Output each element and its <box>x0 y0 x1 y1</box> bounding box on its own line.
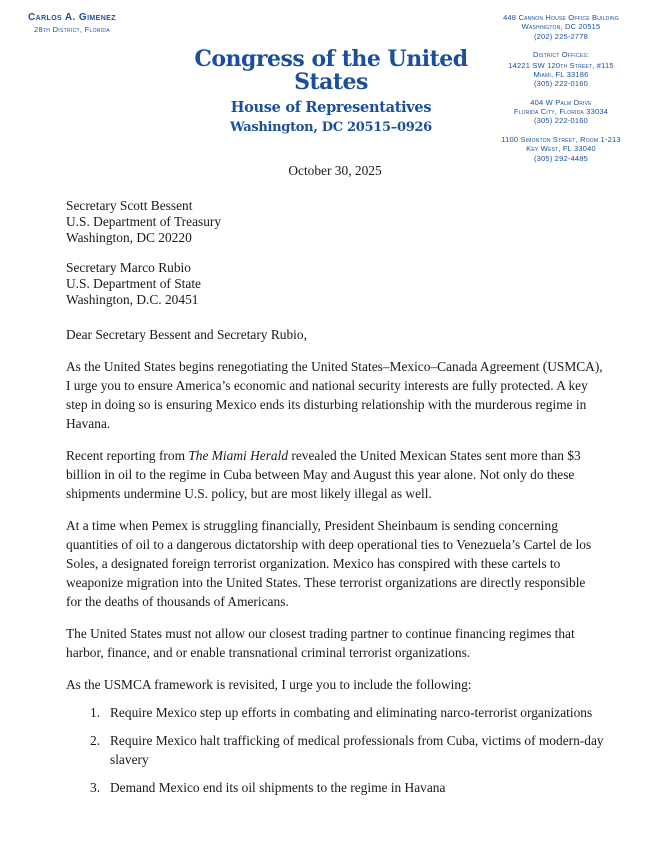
list-item <box>66 731 604 769</box>
recipient-line: Washington, D.C. 20451 <box>66 292 199 308</box>
address-line: (305) 222-0160 <box>533 79 589 89</box>
list-item <box>66 703 604 722</box>
address-line: Washington, DC 20515 <box>521 22 601 32</box>
district-office-florida-city <box>466 98 656 126</box>
list-item-text: Require Mexico step up efforts in combating and eliminating narco-terrorist organizations <box>110 705 593 720</box>
address-line: 404 W Palm Drive <box>530 97 592 107</box>
paragraph-miami-herald <box>66 446 604 503</box>
house-subtitle: House of Representatives <box>230 99 432 117</box>
address-line: 448 Cannon House Office Building <box>503 13 619 22</box>
list-item-number: 3. <box>90 780 101 796</box>
paragraph-segment: Recent reporting from <box>66 447 189 463</box>
member-name: Carlos A. Gimenez <box>28 12 116 23</box>
address-line: 14221 SW 120th Street, #115 <box>508 60 614 70</box>
district-offices-label: District Offices: <box>532 50 590 60</box>
publication-name: The Miami Herald <box>188 447 289 463</box>
letterhead <box>0 0 666 163</box>
letter-date: October 30, 2025 <box>288 163 382 178</box>
demands-list <box>66 703 604 797</box>
congress-title-block <box>166 48 496 135</box>
address-line: Key West, FL 33040 <box>526 144 596 154</box>
letter-body <box>66 161 604 797</box>
list-item-text: Demand Mexico end its oil shipments to the regime in Havana <box>110 780 446 796</box>
address-line: Florida City, Florida 33034 <box>513 107 609 116</box>
list-item-number: 2. <box>90 733 101 749</box>
paragraph-usmca-intro: As the United States begins renegotiating the United States–Mexico–Canada Agreement (USMCA), I urge you to ensure America’s economic and national security interests are fully protected. A key step in doing so is ensuring Mexico ends its disturbing relationship with the murderous regime in Havana. <box>66 358 603 431</box>
dc-office-address <box>466 13 656 41</box>
list-item <box>66 778 604 797</box>
washington-address-line: Washington, DC 20515–0926 <box>230 120 432 136</box>
paragraph-pemex: At a time when Pemex is struggling financially, President Sheinbaum is sending concerning quantities of oil to a dangerous dictatorship with deep operational ties to Venezuela’s Cartel de los Soles, a designated foreign terrorist organization. Mexico has conspired with these cartels to weaponize migration into the United States. These terrorist organizations are directly responsible for the deaths of thousands of Americans. <box>66 517 592 609</box>
address-line: (305) 222-0160 <box>533 116 589 126</box>
paragraph-framework-lead-in: As the USMCA framework is revisited, I urge you to include the following: <box>66 676 472 692</box>
paragraph-trading-partner: The United States must not allow our closest trading partner to continue financing regimes that harbor, finance, and or enable transnational criminal terrorist organizations. <box>66 625 575 660</box>
address-line: (202) 225-2778 <box>533 31 589 41</box>
list-item-text: Require Mexico halt trafficking of medical professionals from Cuba, victims of modern-day slavery <box>110 733 604 768</box>
congress-title: Congress of the United States <box>194 46 468 96</box>
member-info <box>28 12 116 34</box>
recipient-block-state <box>66 260 604 308</box>
paragraph-segment: revealed the United Mexican States sent more than $3 billion in oil to the regime in Cuba between May and August this year alone. Not only do these shipments undermine U.S. policy, but are most likely illegal as well. <box>66 447 581 501</box>
office-addresses <box>466 13 656 172</box>
recipient-line: Washington, DC 20220 <box>66 230 192 246</box>
recipient-line: U.S. Department of Treasury <box>66 214 222 230</box>
recipient-block-treasury <box>66 198 604 246</box>
recipient-line: Secretary Marco Rubio <box>66 260 191 276</box>
recipient-line: Secretary Scott Bessent <box>66 198 193 214</box>
district-office-key-west <box>466 135 656 163</box>
recipient-line: U.S. Department of State <box>66 276 201 292</box>
address-line: Miami, FL 33186 <box>533 69 589 79</box>
district-office-miami <box>466 50 656 89</box>
salutation: Dear Secretary Bessent and Secretary Rubio, <box>66 326 307 342</box>
address-line: 1100 Simonton Street, Room 1-213 <box>501 134 621 144</box>
member-district: 28th District, Florida <box>34 25 110 34</box>
list-item-number: 1. <box>90 705 101 720</box>
address-line: (305) 292-4485 <box>533 153 589 163</box>
